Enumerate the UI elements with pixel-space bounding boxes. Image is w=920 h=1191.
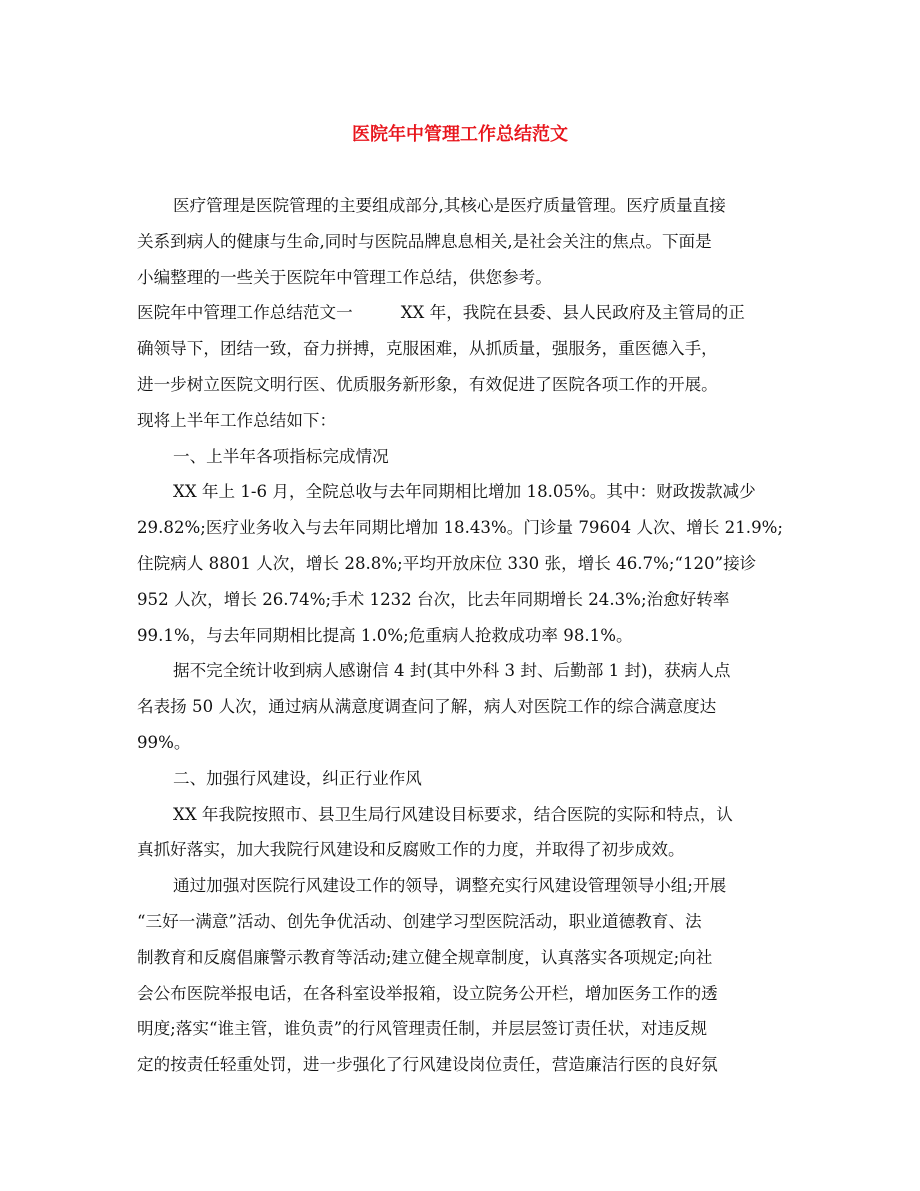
paragraph-line: 住院病人 8801 人次，增长 28.8%;平均开放床位 330 张，增长 46.7%;“120”接诊	[137, 553, 757, 573]
paragraph-line: 会公布医院举报电话，在各科室设举报箱，设立院务公开栏，增加医务工作的透	[137, 983, 718, 1003]
paragraph-start: XX 年，我院在县委、县人民政府及主管局的正	[400, 303, 745, 323]
section-heading: 一、上半年各项指标完成情况	[173, 446, 389, 466]
paragraph-line: 29.82%;医疗业务收入与去年同期比增加 18.43%。门诊量 79604 人次、增长 21.9%;	[137, 518, 783, 538]
paragraph-line: 952 人次，增长 26.74%;手术 1232 台次，比去年同期增长 24.3%;治愈好转率	[137, 589, 730, 609]
paragraph-line: 99%。	[137, 732, 191, 752]
paragraph-line: 医疗管理是医院管理的主要组成部分,其核心是医疗质量管理。医疗质量直接	[173, 196, 726, 215]
document-body	[137, 188, 787, 1083]
paragraph-line: XX 年上 1-6 月，全院总收与去年同期相比增加 18.05%。其中：财政拨款减少	[173, 482, 756, 502]
paragraph-line: 明度;落实“谁主管，谁负责”的行风管理责任制，并层层签订责任状，对违反规	[137, 1019, 708, 1039]
paragraph-line: 小编整理的一些关于医院年中管理工作总结，供您参考。	[137, 267, 552, 287]
paragraph-line: “三好一满意”活动、创先争优活动、创建学习型医院活动，职业道德教育、法	[137, 911, 702, 931]
paragraph-line: 据不完全统计收到病人感谢信 4 封(其中外科 3 封、后勤部 1 封)，获病人点	[173, 661, 731, 681]
section-heading-line	[137, 295, 787, 331]
paragraph-line: 名表扬 50 人次，通过病从满意度调查问了解，病人对医院工作的综合满意度达	[137, 697, 717, 717]
section-heading: 二、加强行风建设，纠正行业作风	[173, 768, 422, 788]
paragraph-line: 定的按责任轻重处罚，进一步强化了行风建设岗位责任，营造廉洁行医的良好氛	[137, 1055, 718, 1075]
paragraph-line: 制教育和反腐倡廉警示教育等活动;建立健全规章制度，认真落实各项规定;向社	[137, 947, 713, 967]
paragraph-line: 关系到病人的健康与生命,同时与医院品牌息息相关,是社会关注的焦点。下面是	[137, 231, 712, 251]
paragraph-line: XX 年我院按照市、县卫生局行风建设目标要求，结合医院的实际和特点，认	[173, 804, 733, 824]
paragraph-line: 确领导下，团结一致，奋力拼搏，克服困难，从抓质量，强服务，重医德入手，	[137, 339, 718, 359]
document-title: 医院年中管理工作总结范文	[352, 124, 568, 145]
paragraph-line: 通过加强对医院行风建设工作的领导，调整充实行风建设管理领导小组;开展	[173, 876, 727, 896]
paragraph-line: 现将上半年工作总结如下：	[137, 410, 337, 430]
paragraph-line: 真抓好落实，加大我院行风建设和反腐败工作的力度，并取得了初步成效。	[137, 840, 685, 860]
paragraph-line: 99.1%，与去年同期相比提高 1.0%;危重病人抢救成功率 98.1%。	[137, 625, 633, 645]
paragraph-line: 进一步树立医院文明行医、优质服务新形象，有效促进了医院各项工作的开展。	[137, 374, 718, 394]
section-heading: 医院年中管理工作总结范文一	[137, 303, 353, 323]
